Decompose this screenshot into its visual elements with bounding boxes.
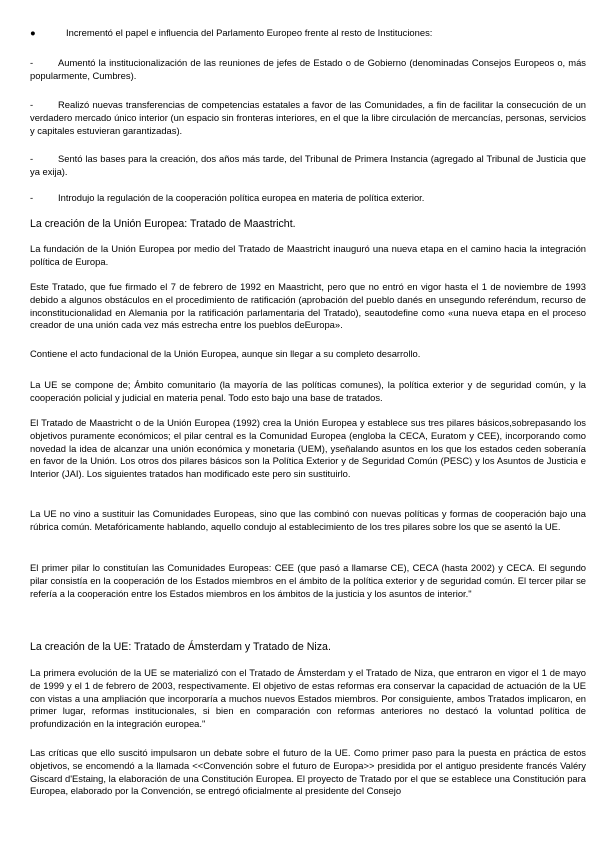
paragraph-criticas: Las críticas que ello suscitó impulsaron un debate sobre el futuro de la UE. Como primer paso para la puesta en práctica de estos objetivos, se encomendó a la llamada <<Convención sobre el futuro de Europa>> presidida por el antiguo presidente francés Valéry Giscard d'Estaing, la elaboración de una Constitución Europea. El proyecto de Tratado por el que se establece una Constitución para Europea, elaborado por la Convención, se entregó oficialmente al presidente del Consejo xyxy=(30,747,586,797)
bullet-consejos-europeos xyxy=(30,57,586,83)
heading-maastricht: La creación de la Unión Europea: Tratado de Maastricht. xyxy=(30,218,296,230)
bullet-tribunal xyxy=(30,153,586,179)
paragraph-no-sustituir: La UE no vino a sustituir las Comunidades Europeas, sino que las combinó con nuevas políticas y formas de cooperación bajo una rúbrica común. Metafóricamente hablando, aquello condujo al establecimiento de los tres pilares sobre los que se asentó la UE. xyxy=(30,508,586,532)
bullet-transferencias xyxy=(30,99,586,137)
paragraph-acto-fundacional: Contiene el acto fundacional de la Unión Europea, aunque sin llegar a su completo desarrollo. xyxy=(30,348,421,359)
paragraph-primer-pilar: El primer pilar lo constituían las Comunidades Europeas: CEE (que pasó a llamarse CE), CECA (hasta 2002) y CECA. El segundo pilar consistía en la cooperación de los Estados miembros en el ámbito de la política exterior y de seguridad común. El tercer pilar se refería a la cooperación entre los Estados miembros en los ámbitos de la justicia y los asuntos de interior." xyxy=(30,562,586,599)
paragraph-primera-evolucion: La primera evolución de la UE se materializó con el Tratado de Ámsterdam y el Tratado de Niza, que entraron en vigor el 1 de mayo de 1999 y el 1 de febrero de 2003, respectivamente. El objetivo de estas reformas era conservar la capacidad de actuación de la UE con vistas a una ampliación que incorporaría a muchos nuevos Estados miembros. Por consiguiente, ambos Tratados implicaron, en primer lugar, reformas institucionales, si bien en comparación con reformas anteriores no destacó la voluntad política de profundización en la integración europea." xyxy=(30,667,586,730)
bullet-marker: - xyxy=(30,153,34,164)
bullet-marker: - xyxy=(30,99,34,110)
bullet-text: Sentó las bases para la creación, dos años más tarde, del Tribunal de Primera Instancia (agregado al Tribunal de Justicia que ya exija). xyxy=(30,153,586,177)
bullet-text: Realizó nuevas transferencias de competencias estatales a favor de las Comunidades, a fin de facilitar la consecución de un verdadero mercado único interior (un espacio sin fronteras interiores, en el que la libre circulación de mercancías, personas, servicios y capitales estuvieran garantizadas). xyxy=(30,99,586,136)
bullet-cooperacion-politica xyxy=(30,192,586,205)
paragraph-tres-pilares: El Tratado de Maastricht o de la Unión Europea (1992) crea la Unión Europea y establece sus tres pilares básicos,sobrepasando los objetivos puramente económicos; el pilar central es la Comunidad Europea (engloba la CECA, Euratom y CEE), incorporando como novedad la idea de alcanzar una unión económica y monetaria (UEM), yseñalando asuntos en los que los estados ceden soberanía en favor de la Unión. Los otros dos pilares básicos son la Política Exterior y de Seguridad Común (PESC) y los Asuntos de Justicia e Interior (JAI). Los siguientes tratados han modificado este pero sin sustituirlo. xyxy=(30,417,586,480)
bullet-text: Aumentó la institucionalización de las reuniones de jefes de Estado o de Gobierno (denominadas Consejos Europeos o, más popularmente, Cumbres). xyxy=(30,57,586,81)
bullet-parliament xyxy=(30,27,586,40)
bullet-text: Introdujo la regulación de la cooperación política europea en materia de política exterior. xyxy=(58,192,425,203)
bullet-marker: - xyxy=(30,192,34,203)
bullet-marker: ● xyxy=(30,27,36,38)
heading-amsterdam-niza: La creación de la UE: Tratado de Ámsterdam y Tratado de Niza. xyxy=(30,641,331,653)
bullet-marker: - xyxy=(30,57,34,68)
bullet-text: Incrementó el papel e influencia del Parlamento Europeo frente al resto de Instituciones: xyxy=(66,27,433,38)
paragraph-ue-compone: La UE se compone de; Ámbito comunitario (la mayoría de las políticas comunes), la política exterior y de seguridad común, y la cooperación policial y judicial en materia penal. Todo esto bajo una base de tratados. xyxy=(30,379,586,403)
paragraph-fundacion: La fundación de la Unión Europea por medio del Tratado de Maastricht inauguró una nueva etapa en el camino hacia la integración política de Europa. xyxy=(30,243,586,267)
paragraph-tratado-firmado: Este Tratado, que fue firmado el 7 de febrero de 1992 en Maastricht, pero que no entró en vigor hasta el 1 de noviembre de 1993 debido a algunos obstáculos en el procedimiento de ratificación (aprobación del pueblo danés en unsegundo referéndum, recurso de inconstitucionalidad en Alemania por la ratificación parlamentaria del Tratado), seautodefine como «una nueva etapa en el proceso creador de una unión cada vez más estrecha entre los pueblos deEuropa». xyxy=(30,281,586,331)
